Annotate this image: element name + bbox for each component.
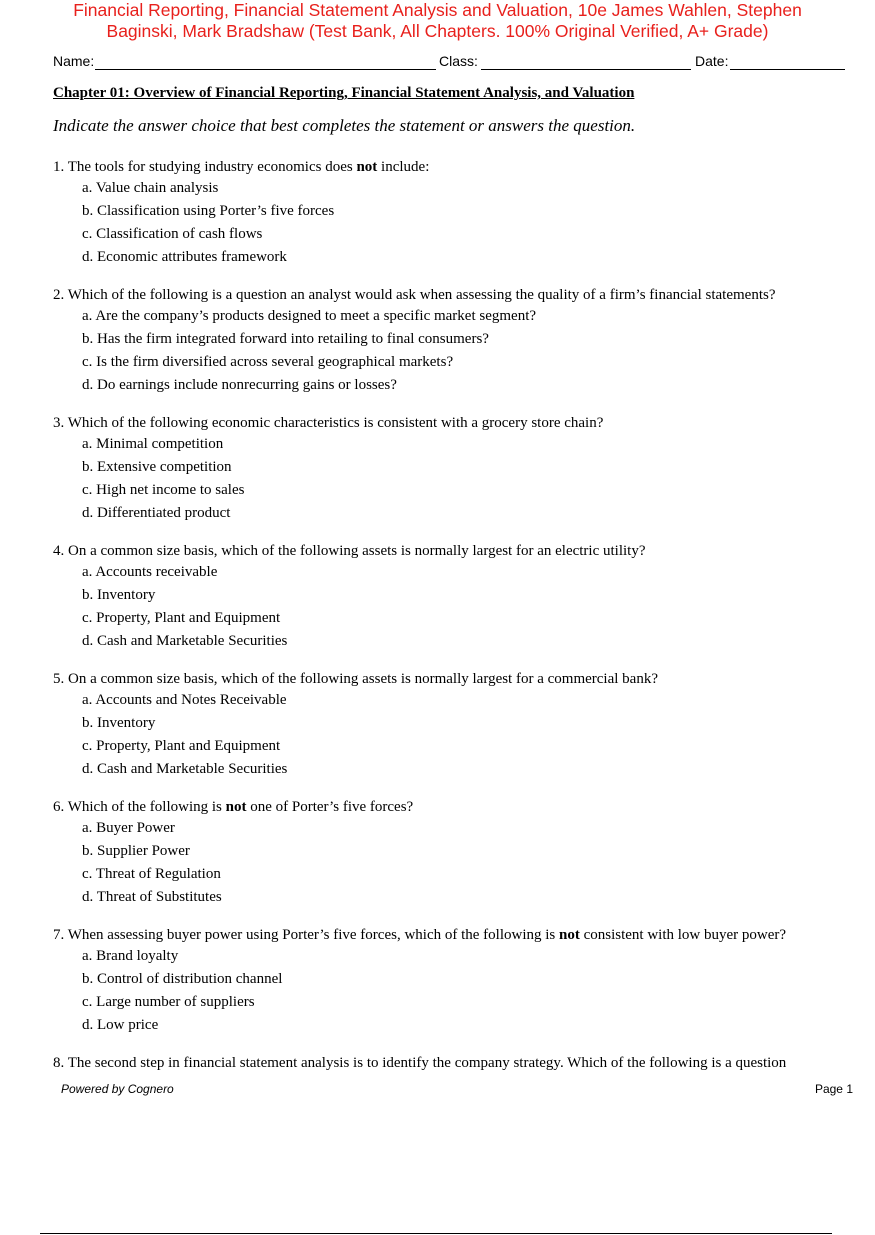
answer-choice: c. Threat of Regulation: [82, 866, 221, 882]
answer-choice: d. Low price: [82, 1017, 159, 1033]
question-stem: [53, 413, 853, 433]
answer-choice: d. Economic attributes framework: [82, 249, 287, 265]
stem-text: 7. When assessing buyer power using Porter’s five forces, which of the following is: [53, 927, 560, 943]
question: [53, 413, 853, 525]
question-stem: [53, 925, 853, 945]
answer-choice: b. Classification using Porter’s five forces: [82, 203, 335, 219]
emphasis-text: not: [559, 927, 580, 943]
answer-choice: a. Minimal competition: [82, 436, 224, 452]
stem-text: include:: [377, 159, 430, 175]
stem-text: one of Porter’s five forces?: [246, 799, 414, 815]
bottom-rule: [40, 1233, 832, 1234]
emphasis-text: not: [356, 159, 378, 175]
question-stem: [53, 1053, 853, 1073]
name-blank-line: [95, 69, 436, 70]
answer-choice: d. Threat of Substitutes: [82, 889, 222, 905]
question: [53, 669, 853, 781]
question: [53, 797, 853, 909]
stem-text: 5. On a common size basis, which of the following assets is normally largest for a commercial bank?: [53, 671, 658, 687]
question-list: [53, 157, 853, 1089]
chapter-title: Chapter 01: Overview of Financial Reporting, Financial Statement Analysis, and Valuation: [53, 85, 635, 101]
question: [53, 925, 853, 1037]
answer-choice: c. Property, Plant and Equipment: [82, 738, 281, 754]
stem-text: 2. Which of the following is a question an analyst would ask when assessing the quality of a firm’s financial statements?: [53, 287, 776, 303]
answer-choice: b. Control of distribution channel: [82, 971, 283, 987]
answer-choices: [53, 817, 853, 909]
question-stem: [53, 541, 853, 561]
answer-choices: [53, 305, 853, 397]
question: [53, 285, 853, 397]
answer-choice: c. High net income to sales: [82, 482, 245, 498]
answer-choice: c. Classification of cash flows: [82, 226, 263, 242]
student-info-fields: [53, 53, 845, 73]
answer-choice: a. Brand loyalty: [82, 948, 179, 964]
class-blank-line: [481, 69, 691, 70]
answer-choice: c. Is the firm diversified across several geographical markets?: [82, 354, 454, 370]
stem-text: consistent with low buyer power?: [579, 927, 787, 943]
banner-line-2: Baginski, Mark Bradshaw (Test Bank, All Chapters. 100% Original Verified, A+ Grade): [106, 21, 769, 41]
answer-choices: [53, 945, 853, 1037]
banner-line-1: Financial Reporting, Financial Statement Analysis and Valuation, 10e James Wahlen, Stephen: [73, 0, 802, 20]
stem-text: 1. The tools for studying industry economics does: [53, 159, 357, 175]
answer-choice: b. Inventory: [82, 587, 156, 603]
answer-choice: b. Has the firm integrated forward into retailing to final consumers?: [82, 331, 489, 347]
answer-choice: a. Buyer Power: [82, 820, 175, 836]
answer-choice: c. Property, Plant and Equipment: [82, 610, 281, 626]
date-blank-line: [730, 69, 845, 70]
answer-choices: [53, 689, 853, 781]
question-stem: [53, 157, 853, 177]
stem-text: 3. Which of the following economic characteristics is consistent with a grocery store chain?: [53, 415, 604, 431]
stem-text: 4. On a common size basis, which of the following assets is normally largest for an electric utility?: [53, 543, 646, 559]
emphasis-text: not: [225, 799, 247, 815]
answer-choice: a. Accounts receivable: [82, 564, 218, 580]
footer-page-number: Page 1: [814, 1082, 853, 1096]
footer-powered-by: Powered by Cognero: [61, 1082, 174, 1096]
instructions: Indicate the answer choice that best completes the statement or answers the question.: [53, 116, 636, 135]
answer-choice: d. Cash and Marketable Securities: [82, 761, 288, 777]
question: [53, 541, 853, 653]
answer-choice: a. Accounts and Notes Receivable: [82, 692, 287, 708]
answer-choice: d. Do earnings include nonrecurring gains or losses?: [82, 377, 397, 393]
answer-choice: b. Supplier Power: [82, 843, 190, 859]
answer-choice: a. Value chain analysis: [82, 180, 219, 196]
answer-choice: b. Extensive competition: [82, 459, 232, 475]
date-label: Date:: [695, 53, 729, 69]
answer-choices: [53, 433, 853, 525]
answer-choice: b. Inventory: [82, 715, 156, 731]
stem-text: 8. The second step in financial statement analysis is to identify the company strategy. Which of the following is a question: [53, 1055, 787, 1071]
document-banner: [0, 0, 875, 42]
class-label: Class:: [439, 53, 478, 69]
question-stem: [53, 797, 853, 817]
answer-choice: d. Cash and Marketable Securities: [82, 633, 288, 649]
question: [53, 157, 853, 269]
question-stem: [53, 285, 853, 305]
answer-choices: [53, 177, 853, 269]
stem-text: 6. Which of the following is: [53, 799, 226, 815]
answer-choice: d. Differentiated product: [82, 505, 231, 521]
answer-choice: a. Are the company’s products designed to meet a specific market segment?: [82, 308, 537, 324]
answer-choice: c. Large number of suppliers: [82, 994, 255, 1010]
name-label: Name:: [53, 53, 95, 69]
answer-choices: [53, 561, 853, 653]
question-stem: [53, 669, 853, 689]
question: [53, 1053, 853, 1073]
